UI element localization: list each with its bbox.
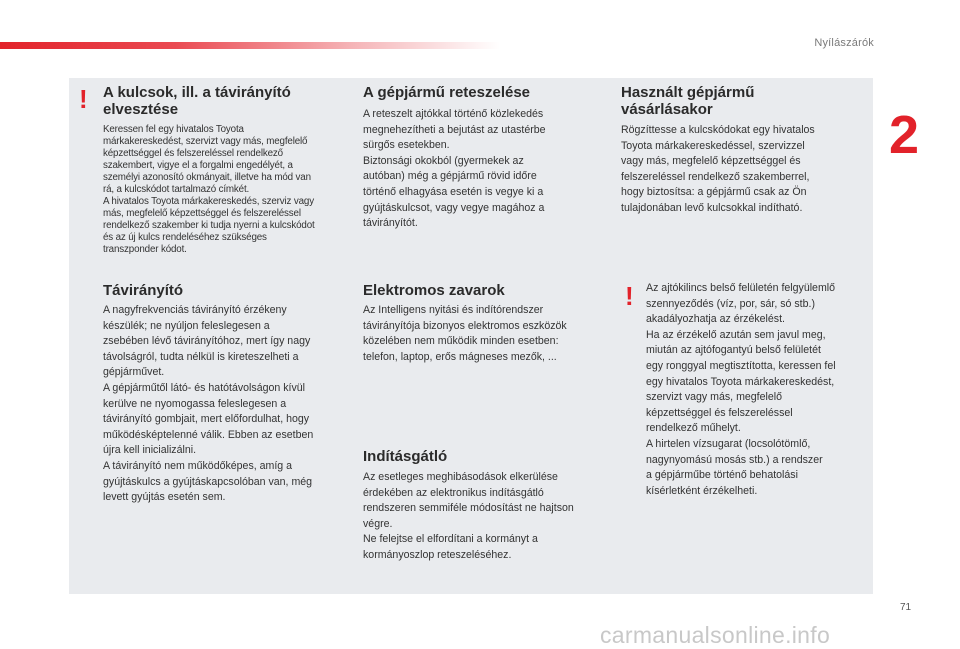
- chapter-number: 2: [889, 105, 920, 165]
- warning-icon: !: [625, 281, 634, 311]
- header-accent-bar: [0, 42, 500, 49]
- locking-title: A gépjármű reteszelése: [363, 84, 531, 101]
- used-vehicle-title: Használt gépjármű vásárlásakor: [621, 84, 755, 118]
- used-vehicle-body: Rögzíttesse a kulcskódokat egy hivatalos Toyota márkakereskedéssel, szervizzel vagy más, megfelelő képzettséggel és felszereléssel rendelkező szakemberrel, hogy biztosítsa: a gépjármű csak az Ön tulajdonában levő kulcsokkal indítható.: [621, 124, 815, 214]
- handle-sensor-warning-body: Az ajtókilincs belső felületén felgyülemlő szennyeződés (víz, por, sár, só stb.) akadályozhatja az érzékelést. Ha az érzékelő azután sem javul meg, miután az ajtófogantyú belső felületét egy ronggyal megtisztította, keressen fel egy hivatalos Toyota márkakereskedést, szervizt vagy más, megfelelő képzettséggel és felszereléssel rendelkező műhelyt. A hirtelen vízsugarat (locsolótömlő, nagynyomású mosás stb.) a rendszer a gépjárműbe történő behatolási kísérletként érzékelheti.: [646, 282, 836, 497]
- watermark: carmanualsonline.info: [600, 622, 831, 648]
- immobiliser-body: Az esetleges meghibásodások elkerülése érdekében az elektronikus indításgátló rendszeren semmiféle módosítást ne hajtson végre. Ne felejtse el elfordítani a kormányt a kormányoszlop reteszeléséhez.: [363, 471, 574, 561]
- immobiliser-title: Indításgátló: [363, 448, 448, 465]
- lost-keys-body: Keressen fel egy hivatalos Toyota márkakereskedést, szervizt vagy más, megfelelő képzettséggel és felszereléssel rendelkező szakembert, vigye el a forgalmi engedélyét, a személyi azonosító okmányait, illetve ha mód van rá, a kulcskódot tartalmazó címkét. A hivatalos Toyota márkakereskedés, szerviz vagy más, megfelelő képzettséggel és felszereléssel rendelkező szakember ki tudja nyerni a kulcskódot és az új kulcs rendeléséhez szükséges transzponder kódot.: [103, 124, 315, 255]
- remote-title: Távirányító: [103, 282, 184, 299]
- section-title: Nyílászárók: [814, 37, 874, 49]
- lost-keys-title: A kulcsok, ill. a távirányító elvesztése: [103, 84, 291, 118]
- remote-body: A nagyfrekvenciás távirányító érzékeny készülék; ne nyúljon feleslegesen a zsebében lévő távirányítóhoz, mert így nagy távolságról, tudta nélkül is kireteszelheti a gépjárművet. A gépjárműtől látó- és hatótávolságon kívül kerülve ne nyomogassa feleslegesen a távirányító gombjait, mert előfordulhat, hogy működésképtelenné válik. Ebben az esetben újra kell inicializálni. A távirányító nem működőképes, amíg a gyújtáskulcs a gyújtáskapcsolóban van, még levett gyújtás esetén sem.: [103, 304, 314, 504]
- page-number: 71: [900, 602, 912, 613]
- electrical-interference-title: Elektromos zavarok: [363, 282, 505, 299]
- locking-body: A reteszelt ajtókkal történő közlekedés megnehezítheti a bejutást az utastérbe sürgős esetekben. Biztonsági okokból (gyermekek az autóban) még a gépjármű rövid időre történő elhagyása esetén is vegye ki a gyújtáskulcsot, vagy vegye magához a távirányítót.: [363, 108, 546, 230]
- electrical-interference-body: Az Intelligens nyitási és indítórendszer távirányítója bizonyos elektromos eszközök közelében nem működik minden esetben: telefon, laptop, erős mágneses mezők, ...: [363, 304, 567, 363]
- warning-icon: !: [79, 84, 88, 114]
